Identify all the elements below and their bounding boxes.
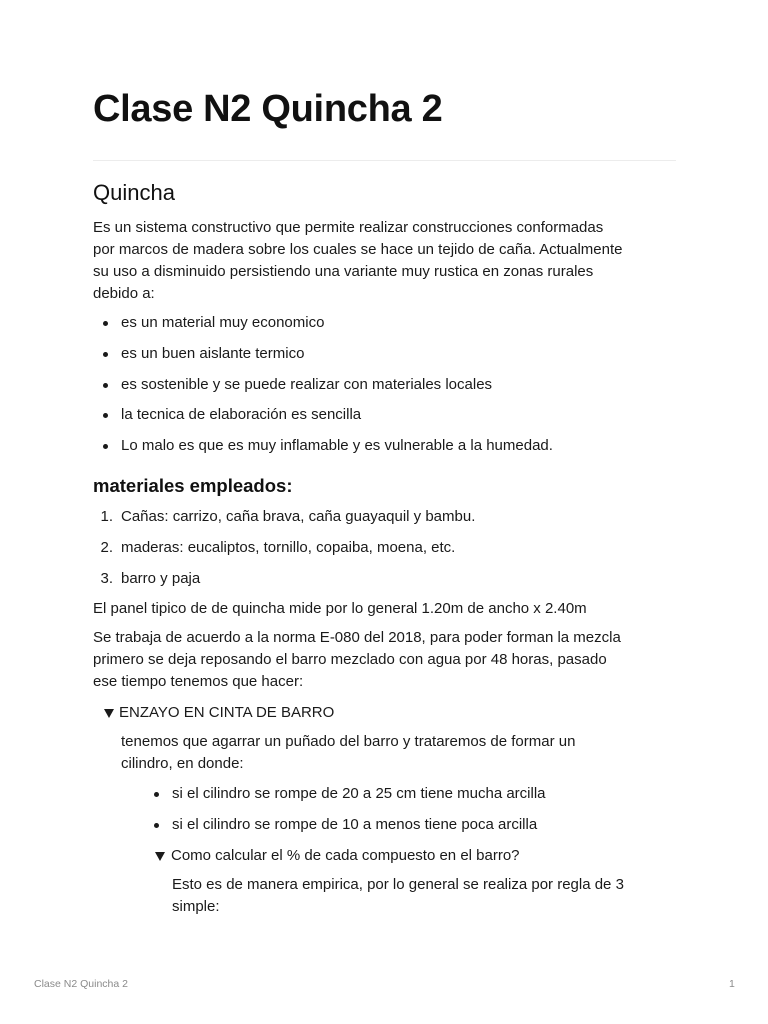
list-item-text: si el cilindro se rompe de 20 a 25 cm tiene mucha arcilla <box>172 785 546 802</box>
title-divider <box>93 160 676 161</box>
bullet-dot <box>103 352 108 357</box>
numbered-item-text: maderas: eucaliptos, tornillo, copaiba, moena, etc. <box>121 539 456 556</box>
page-title: Clase N2 Quincha 2 <box>93 88 443 130</box>
footer-page-number: 1 <box>729 978 735 990</box>
intro-line: Es un sistema constructivo que permite realizar construcciones conformadas <box>93 219 604 236</box>
norma-line: Se trabaja de acuerdo a la norma E-080 del 2018, para poder forman la mezcla <box>93 629 621 646</box>
bullet-dot <box>154 823 159 828</box>
intro-line: por marcos de madera sobre los cuales se hace un tejido de caña. Actualmente <box>93 241 623 258</box>
toggle-triangle-icon[interactable] <box>155 852 165 861</box>
toggle-triangle-icon[interactable] <box>104 709 114 718</box>
toggle-body-line: Esto es de manera empirica, por lo general se realiza por regla de 3 <box>172 876 624 893</box>
list-item-text: la tecnica de elaboración es sencilla <box>121 406 362 423</box>
intro-line: su uso a disminuido persistiendo una variante muy rustica en zonas rurales <box>93 263 594 280</box>
numbered-item-text: Cañas: carrizo, caña brava, caña guayaquil y bambu. <box>121 508 476 525</box>
item-number: 2. <box>100 539 113 556</box>
item-number: 1. <box>100 508 113 525</box>
section-heading-quincha: Quincha <box>93 180 175 205</box>
section-heading-materiales: materiales empleados: <box>93 475 293 496</box>
toggle-body-line: simple: <box>172 898 220 915</box>
panel-paragraph: El panel tipico de de quincha mide por lo general 1.20m de ancho x 2.40m <box>93 600 587 617</box>
intro-line: debido a: <box>93 285 155 302</box>
toggle-body-line: cilindro, en donde: <box>121 755 244 772</box>
footer-doc-title: Clase N2 Quincha 2 <box>34 978 128 990</box>
bullet-dot <box>103 321 108 326</box>
list-item-text: es sostenible y se puede realizar con materiales locales <box>121 376 493 393</box>
list-item-text: Lo malo es que es muy inflamable y es vulnerable a la humedad. <box>121 437 553 454</box>
norma-line: primero se deja reposando el barro mezclado con agua por 48 horas, pasado <box>93 651 607 668</box>
toggle-label[interactable]: ENZAYO EN CINTA DE BARRO <box>119 704 335 721</box>
list-item-text: es un material muy economico <box>121 314 325 331</box>
item-number: 3. <box>100 570 113 587</box>
toggle-body-line: tenemos que agarrar un puñado del barro y trataremos de formar un <box>121 733 576 750</box>
list-item-text: si el cilindro se rompe de 10 a menos tiene poca arcilla <box>172 816 538 833</box>
bullet-dot <box>103 413 108 418</box>
toggle-label[interactable]: Como calcular el % de cada compuesto en el barro? <box>171 847 520 864</box>
list-item-text: es un buen aislante termico <box>121 345 305 362</box>
norma-line: ese tiempo tenemos que hacer: <box>93 673 304 690</box>
numbered-item-text: barro y paja <box>121 570 201 587</box>
bullet-dot <box>154 792 159 797</box>
bullet-dot <box>103 444 108 449</box>
bullet-dot <box>103 383 108 388</box>
